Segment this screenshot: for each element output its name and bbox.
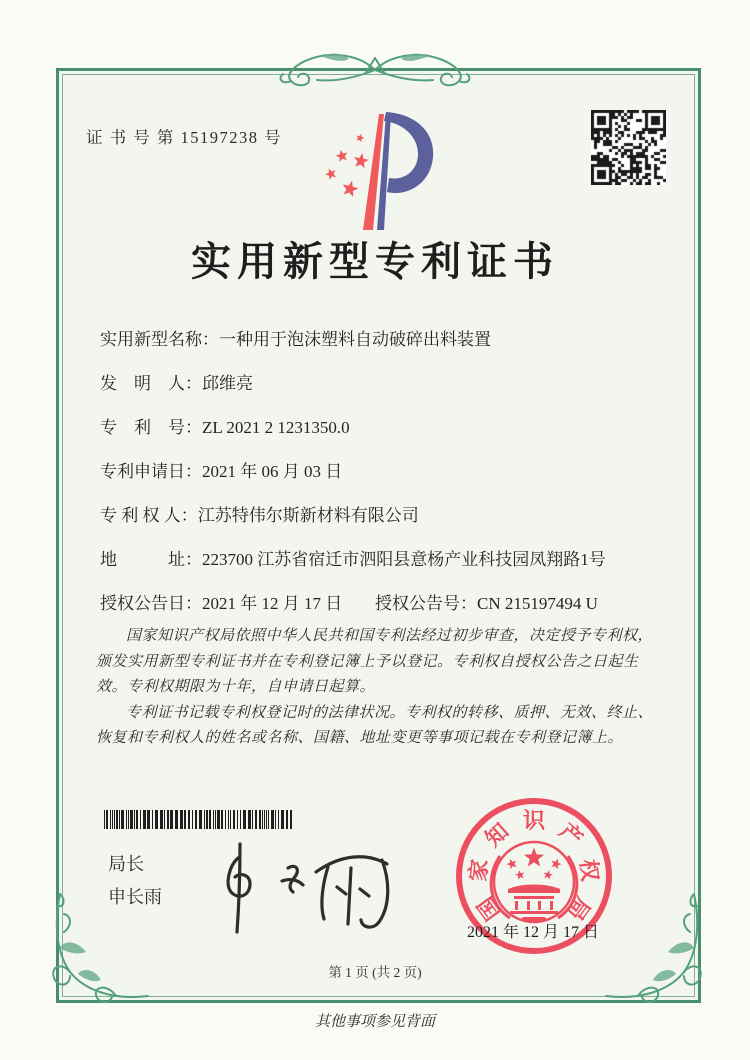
field-label: 实用新型名称： <box>100 330 219 349</box>
barcode-image <box>104 810 296 829</box>
field-value: 2021 年 12 月 17 日 <box>202 594 343 613</box>
seal-ring-text <box>465 808 603 925</box>
field-patentee <box>100 494 666 538</box>
cnipa-logo-icon <box>316 108 456 236</box>
field-value: 一种用于泡沫塑料自动破碎出料装置 <box>219 330 491 349</box>
field-grant-date <box>100 582 666 626</box>
field-value: 江苏特伟尔斯新材料有限公司 <box>197 506 419 525</box>
field-label: 地 址： <box>100 550 202 569</box>
legal-paragraph-1: 国家知识产权局依照中华人民共和国专利法经过初步审查，决定授予专利权，颁发实用新型专利证书并在专利登记簿上予以登记。专利权自授权公告之日起生效。专利权期限为十年，自申请日起算。 <box>96 628 654 695</box>
page-number: 第 1 页 (共 2 页) <box>328 965 422 980</box>
svg-text:知: 知 <box>480 818 514 852</box>
field-grant-number <box>375 582 598 626</box>
svg-text:识: 识 <box>522 808 546 833</box>
legal-paragraph-2: 专利证书记载专利权登记时的法律状况。专利权的转移、质押、无效、终止、恢复和专利权人的姓名或名称、国籍、地址变更等事项记载在专利登记簿上。 <box>96 704 654 746</box>
field-value: CN 215197494 U <box>477 594 598 613</box>
field-filing-date <box>100 450 666 494</box>
field-value: 邱维亮 <box>202 374 253 393</box>
field-label: 发 明 人： <box>100 374 202 393</box>
field-value: 223700 江苏省宿迁市泗阳县意杨产业科技园凤翔路1号 <box>202 550 606 569</box>
field-label: 专 利 权 人： <box>100 506 198 525</box>
signer-block <box>108 848 162 914</box>
svg-text:国: 国 <box>472 892 506 925</box>
field-label: 授权公告日： <box>100 594 202 613</box>
svg-text:家: 家 <box>465 857 493 883</box>
legal-statement <box>96 624 664 752</box>
signer-name: 申长雨 <box>108 887 162 907</box>
svg-text:权: 权 <box>575 857 603 883</box>
field-inventor <box>100 362 666 406</box>
field-value: 2021 年 06 月 03 日 <box>202 462 343 481</box>
back-side-note: 其他事项参见背面 <box>314 1014 435 1030</box>
signature-image <box>200 840 400 940</box>
national-emblem-icon <box>491 842 577 922</box>
certificate-title: 实用新型专利证书 <box>191 239 559 284</box>
field-address <box>100 538 666 582</box>
field-label: 专利申请日： <box>100 462 202 481</box>
seal-date: 2021 年 12 月 17 日 <box>466 924 599 941</box>
signer-title: 局长 <box>108 854 144 874</box>
certificate-number: 证 书 号 第 15197238 号 <box>86 128 283 147</box>
field-utility-model-name <box>100 318 666 362</box>
top-border-ornament <box>263 50 487 90</box>
field-label: 专 利 号： <box>100 418 202 437</box>
certificate-fields <box>100 318 666 626</box>
qr-code-image <box>591 110 666 185</box>
field-value: ZL 2021 2 1231350.0 <box>202 418 350 437</box>
svg-text:局: 局 <box>562 892 596 925</box>
field-patent-number <box>100 406 666 450</box>
svg-text:产: 产 <box>554 818 588 852</box>
field-label: 授权公告号： <box>375 594 477 613</box>
